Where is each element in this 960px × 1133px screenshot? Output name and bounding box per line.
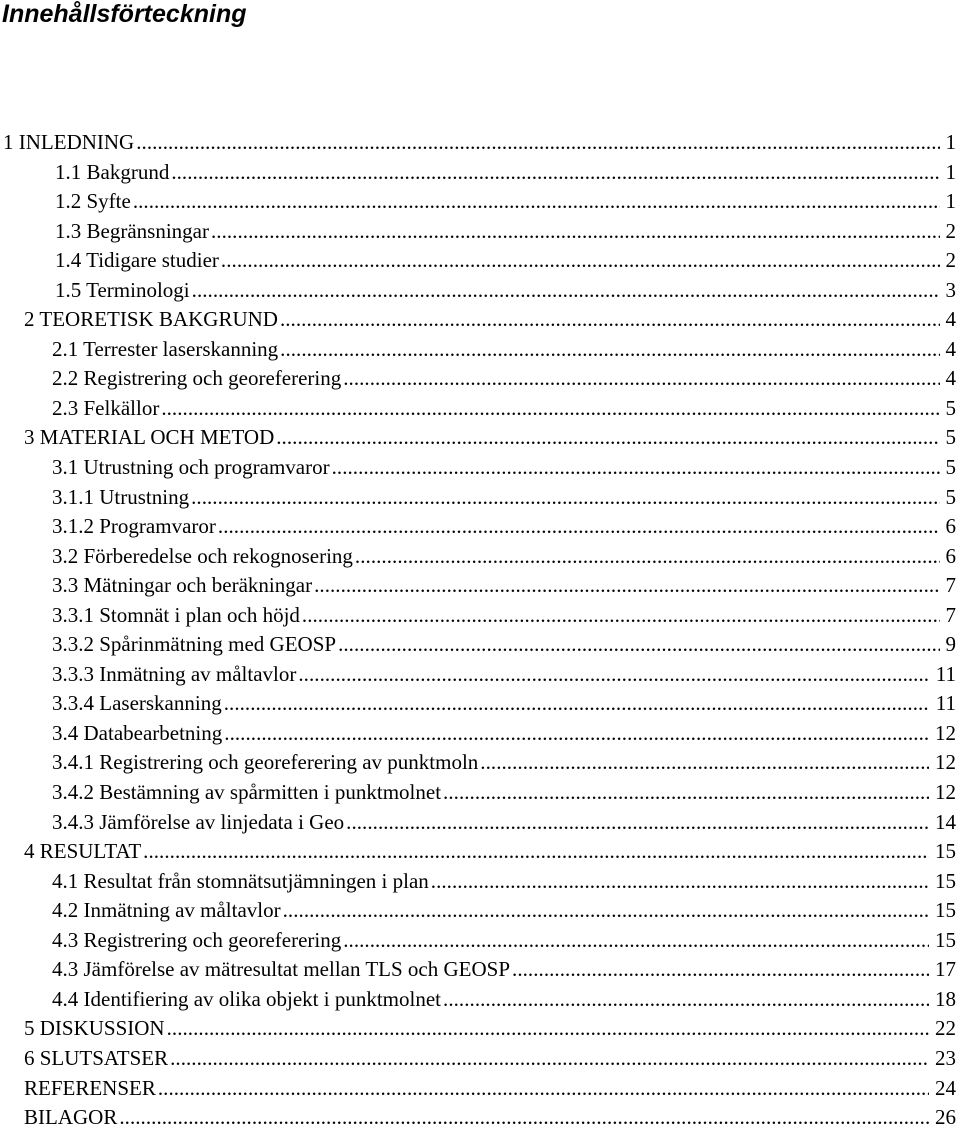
toc-entry-label: 3.3.3 Inmätning av måltavlor — [52, 660, 298, 690]
toc-entry[interactable] — [0, 512, 960, 542]
dot-leader — [192, 276, 940, 306]
toc-entry[interactable] — [0, 1103, 960, 1133]
toc-entry[interactable] — [0, 808, 960, 838]
toc-entry-label: 1 INLEDNING — [3, 128, 136, 158]
dot-leader — [136, 128, 939, 158]
toc-entry-label: BILAGOR — [24, 1103, 119, 1133]
toc-entry-label: 4.3 Jämförelse av mätresultat mellan TLS och GEOSP — [52, 955, 512, 985]
dot-leader — [280, 335, 939, 365]
toc-entry[interactable] — [0, 187, 960, 217]
dot-leader — [119, 1103, 929, 1133]
toc-entry-page-number: 23 — [929, 1044, 960, 1074]
toc-entry-page-number: 12 — [929, 719, 960, 749]
toc-entry-page-number: 15 — [929, 837, 960, 867]
toc-entry-page-number: 26 — [929, 1103, 960, 1133]
toc-entry-page-number: 9 — [940, 630, 960, 660]
toc-entry-page-number: 5 — [940, 394, 960, 424]
dot-leader — [314, 571, 939, 601]
toc-entry-label: 3.1 Utrustning och programvaror — [52, 453, 332, 483]
toc-entry-page-number: 15 — [929, 926, 960, 956]
toc-entry[interactable] — [0, 128, 960, 158]
toc-entry[interactable] — [0, 1014, 960, 1044]
toc-entry-label: 4 RESULTAT — [24, 837, 143, 867]
dot-leader — [143, 837, 929, 867]
toc-entry-label: REFERENSER — [24, 1074, 158, 1104]
toc-entry-label: 3.3.4 Laserskanning — [52, 689, 224, 719]
toc-entry-page-number: 6 — [940, 542, 960, 572]
dot-leader — [355, 542, 940, 572]
toc-entry-page-number: 1 — [940, 128, 960, 158]
toc-entry-page-number: 4 — [940, 335, 960, 365]
toc-entry-page-number: 15 — [929, 867, 960, 897]
toc-entry[interactable] — [0, 630, 960, 660]
toc-entry-label: 1.2 Syfte — [55, 187, 133, 217]
dot-leader — [480, 748, 929, 778]
toc-entry-label: 1.4 Tidigare studier — [55, 246, 221, 276]
toc-entry-page-number: 11 — [930, 689, 960, 719]
dot-leader — [302, 601, 940, 631]
page-title: Innehållsförteckning — [2, 0, 246, 30]
toc-entry-label: 3.4 Databearbetning — [52, 719, 224, 749]
toc-entry-label: 3.1.1 Utrustning — [52, 483, 191, 513]
dot-leader — [512, 955, 929, 985]
toc-entry-label: 4.2 Inmätning av måltavlor — [52, 896, 283, 926]
toc-entry-page-number: 3 — [940, 276, 960, 306]
dot-leader — [280, 305, 940, 335]
toc-entry-page-number: 24 — [929, 1074, 960, 1104]
toc-entry-page-number: 12 — [929, 748, 960, 778]
toc-entry[interactable] — [0, 158, 960, 188]
toc-entry-label: 2 TEORETISK BAKGRUND — [24, 305, 280, 335]
toc-entry-label: 3.4.3 Jämförelse av linjedata i Geo — [52, 808, 346, 838]
toc-entry-page-number: 11 — [930, 660, 960, 690]
toc-entry-label: 3.2 Förberedelse och rekognosering — [52, 542, 355, 572]
toc-entry[interactable] — [0, 483, 960, 513]
toc-entry[interactable] — [0, 985, 960, 1015]
toc-entry-page-number: 1 — [940, 187, 960, 217]
dot-leader — [133, 187, 940, 217]
toc-entry-page-number: 1 — [940, 158, 960, 188]
toc-entry[interactable] — [0, 689, 960, 719]
toc-list — [0, 128, 960, 1133]
dot-leader — [170, 1044, 929, 1074]
dot-leader — [431, 867, 929, 897]
toc-entry-label: 1.3 Begränsningar — [55, 217, 211, 247]
toc-entry[interactable] — [0, 896, 960, 926]
toc-entry[interactable] — [0, 364, 960, 394]
toc-entry-page-number: 22 — [929, 1014, 960, 1044]
toc-entry[interactable] — [0, 246, 960, 276]
dot-leader — [346, 808, 929, 838]
toc-entry-page-number: 7 — [940, 601, 960, 631]
toc-entry[interactable] — [0, 748, 960, 778]
dot-leader — [161, 394, 939, 424]
dot-leader — [276, 423, 939, 453]
toc-entry-label: 1.1 Bakgrund — [55, 158, 171, 188]
toc-entry-label: 3 MATERIAL OCH METOD — [24, 423, 276, 453]
toc-entry[interactable] — [0, 423, 960, 453]
toc-entry[interactable] — [0, 453, 960, 483]
toc-entry-label: 3.4.1 Registrering och georeferering av punktmoln — [52, 748, 480, 778]
dot-leader — [191, 483, 939, 513]
dot-leader — [221, 246, 940, 276]
dot-leader — [443, 778, 929, 808]
dot-leader — [211, 217, 940, 247]
toc-entry-label: 3.3 Mätningar och beräkningar — [52, 571, 314, 601]
dot-leader — [167, 1014, 929, 1044]
toc-entry-page-number: 18 — [929, 985, 960, 1015]
toc-entry[interactable] — [0, 1074, 960, 1104]
dot-leader — [224, 689, 930, 719]
toc-entry-label: 4.1 Resultat från stomnätsutjämningen i plan — [52, 867, 431, 897]
toc-entry-page-number: 12 — [929, 778, 960, 808]
toc-entry[interactable] — [0, 955, 960, 985]
toc-entry[interactable] — [0, 305, 960, 335]
toc-entry-label: 4.4 Identifiering av olika objekt i punktmolnet — [52, 985, 443, 1015]
toc-entry[interactable] — [0, 601, 960, 631]
dot-leader — [224, 719, 929, 749]
toc-entry[interactable] — [0, 719, 960, 749]
dot-leader — [338, 630, 939, 660]
dot-leader — [332, 453, 940, 483]
toc-entry[interactable] — [0, 867, 960, 897]
toc-entry-label: 4.3 Registrering och georeferering — [52, 926, 343, 956]
dot-leader — [343, 926, 929, 956]
toc-entry[interactable] — [0, 778, 960, 808]
toc-entry-page-number: 7 — [940, 571, 960, 601]
toc-entry[interactable] — [0, 542, 960, 572]
toc-entry[interactable] — [0, 394, 960, 424]
toc-entry-page-number: 4 — [940, 305, 960, 335]
toc-entry-page-number: 15 — [929, 896, 960, 926]
toc-entry[interactable] — [0, 335, 960, 365]
dot-leader — [283, 896, 929, 926]
dot-leader — [218, 512, 940, 542]
dot-leader — [298, 660, 929, 690]
toc-entry-page-number: 5 — [940, 483, 960, 513]
dot-leader — [158, 1074, 929, 1104]
toc-entry-label: 2.2 Registrering och georeferering — [52, 364, 343, 394]
toc-entry[interactable] — [0, 1044, 960, 1074]
toc-entry-label: 6 SLUTSATSER — [24, 1044, 170, 1074]
toc-entry[interactable] — [0, 217, 960, 247]
toc-entry-label: 5 DISKUSSION — [24, 1014, 167, 1044]
toc-entry-page-number: 5 — [940, 423, 960, 453]
toc-entry-label: 2.3 Felkällor — [52, 394, 161, 424]
toc-entry-page-number: 14 — [929, 808, 960, 838]
toc-entry-page-number: 4 — [940, 364, 960, 394]
dot-leader — [171, 158, 939, 188]
toc-entry-label: 3.4.2 Bestämning av spårmitten i punktmolnet — [52, 778, 443, 808]
toc-entry-label: 3.3.2 Spårinmätning med GEOSP — [52, 630, 338, 660]
toc-entry-page-number: 5 — [940, 453, 960, 483]
toc-entry-label: 3.1.2 Programvaror — [52, 512, 218, 542]
toc-entry[interactable] — [0, 926, 960, 956]
toc-entry-page-number: 2 — [940, 217, 960, 247]
toc-entry-label: 2.1 Terrester laserskanning — [52, 335, 280, 365]
toc-entry-page-number: 17 — [929, 955, 960, 985]
toc-entry-label: 1.5 Terminologi — [55, 276, 192, 306]
toc-entry[interactable] — [0, 571, 960, 601]
toc-entry-page-number: 6 — [940, 512, 960, 542]
toc-entry-label: 3.3.1 Stomnät i plan och höjd — [52, 601, 302, 631]
dot-leader — [343, 364, 939, 394]
toc-entry[interactable] — [0, 837, 960, 867]
toc-entry[interactable] — [0, 276, 960, 306]
toc-entry-page-number: 2 — [940, 246, 960, 276]
toc-entry[interactable] — [0, 660, 960, 690]
dot-leader — [443, 985, 929, 1015]
